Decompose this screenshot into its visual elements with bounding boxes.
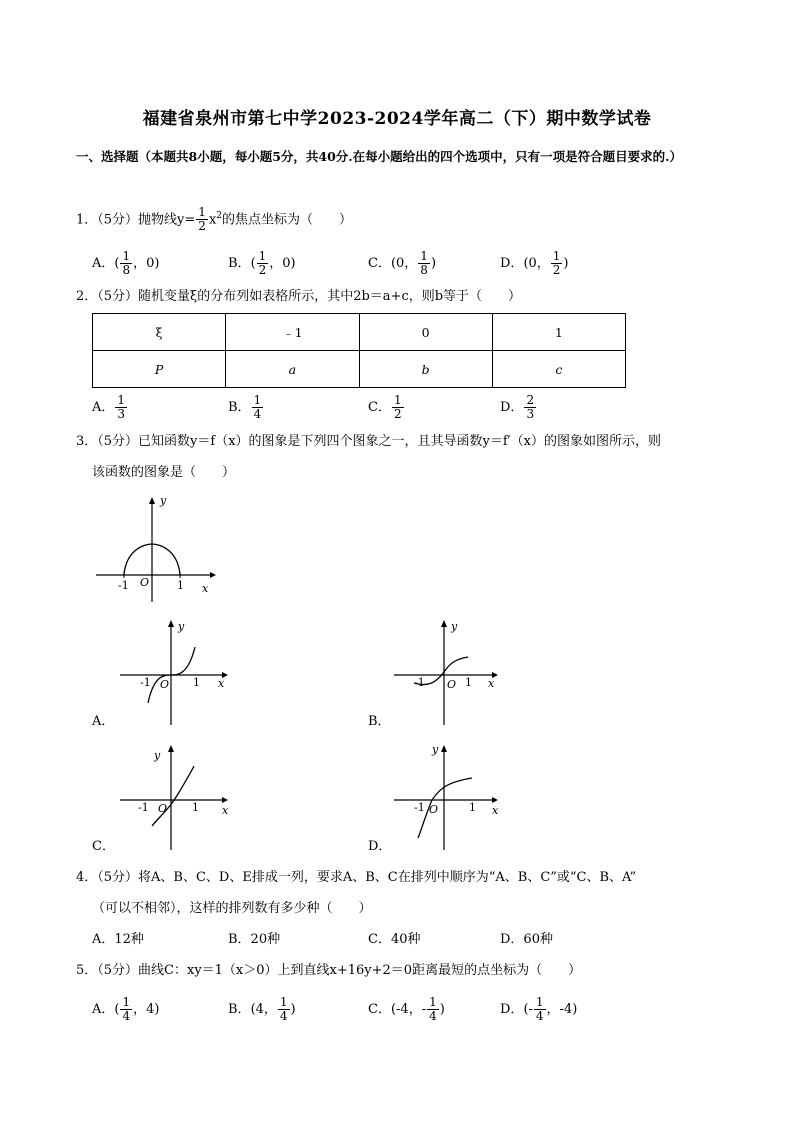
table-cell: 1 — [492, 314, 625, 351]
svg-text:O: O — [447, 678, 457, 691]
q2-option-c[interactable]: C． $\frac{1}{2}$ — [368, 393, 402, 421]
svg-text:x: x — [222, 804, 229, 817]
tick-label-1: 1 — [177, 579, 184, 592]
q3-option-c[interactable]: C． — [92, 839, 115, 854]
question-5: 5．（5分）曲线C：xy＝1（x＞0）上到直线x+16y+2＝0距离最短的点坐标为（ ） — [76, 963, 582, 978]
q5-option-c[interactable]: C．(-4，- $\frac{1}{4}$ ) — [368, 995, 445, 1023]
q2-option-a[interactable]: A． $\frac{1}{3}$ — [92, 393, 126, 421]
svg-text:O: O — [429, 803, 439, 816]
question-4-line1: 4．（5分）将A、B、C、D、E排成一列，要求A、B、C在排列中顺序为“A、B、C”或“C、B、A” — [76, 870, 637, 885]
question-4-line2: （可以不相邻），这样的排列数有多少种（ ） — [92, 901, 372, 916]
table-cell: a — [226, 351, 359, 388]
svg-text:x: x — [218, 677, 225, 690]
q4-option-c[interactable]: C．40种 — [368, 932, 421, 947]
svg-text:y: y — [432, 743, 439, 756]
q4-option-b[interactable]: B．20种 — [228, 932, 281, 947]
q2-option-b[interactable]: B． $\frac{1}{4}$ — [228, 393, 262, 421]
question-3-line1: 3．（5分）已知函数y＝f（x）的图象是下列四个图象之一，且其导函数y＝f′（x）的图象如图所示，则 — [76, 434, 661, 449]
q5-option-a[interactable]: A．( $\frac{1}{4}$ ，4) — [92, 995, 160, 1023]
svg-text:-1: -1 — [140, 676, 151, 689]
question-1 — [76, 206, 352, 233]
q2-option-d[interactable]: D． $\frac{2}{3}$ — [500, 393, 535, 421]
svg-text:x: x — [488, 677, 495, 690]
q3-graph-b — [392, 617, 507, 727]
svg-text:1: 1 — [193, 676, 200, 689]
q1-fraction: $\frac{1}{2}$ — [198, 205, 206, 234]
derivative-graph — [92, 492, 222, 602]
table-cell: 0 — [359, 314, 492, 351]
q3-option-d[interactable]: D． — [368, 839, 392, 854]
q3-graph-a — [118, 617, 233, 727]
q1-option-d[interactable]: D．(0， $\frac{1}{2}$ ) — [500, 249, 569, 277]
table-cell: ξ — [93, 314, 226, 351]
q5-option-d[interactable]: D．(- $\frac{1}{4}$ ，-4) — [500, 995, 578, 1023]
svg-text:1: 1 — [469, 801, 476, 814]
question-2: 2．（5分）随机变量ξ的分布列如表格所示，其中2b＝a+c，则b等于（ ） — [76, 289, 522, 304]
svg-text:O: O — [160, 678, 170, 691]
q1-x: x — [208, 212, 217, 228]
tick-label-minus1: -1 — [118, 579, 129, 592]
q1-suffix: 的焦点坐标为（ ） — [222, 212, 353, 228]
svg-text:-1: -1 — [414, 801, 425, 814]
svg-text:x: x — [492, 804, 499, 817]
table-row — [93, 314, 626, 351]
q1-y: y= — [177, 212, 196, 228]
origin-label: O — [140, 576, 150, 589]
distribution-table — [92, 313, 626, 388]
table-cell: b — [359, 351, 492, 388]
q1-option-b[interactable]: B．( $\frac{1}{2}$ ，0) — [228, 249, 296, 277]
question-3-line2: 该函数的图象是（ ） — [92, 465, 236, 480]
q4-option-d[interactable]: D．60种 — [500, 932, 553, 947]
q3-graph-c — [118, 742, 233, 852]
svg-text:y: y — [178, 620, 185, 633]
q3-option-a[interactable]: A． — [92, 714, 115, 729]
axis-y-label: y — [160, 494, 167, 507]
section-heading: 一、选择题（本题共8小题，每小题5分，共40分.在每小题给出的四个选项中，只有一项是符合题目要求的.） — [76, 149, 682, 164]
svg-text:1: 1 — [465, 676, 472, 689]
q1-option-c[interactable]: C．(0， $\frac{1}{8}$ ) — [368, 249, 437, 277]
svg-text:y: y — [451, 620, 458, 633]
q1-prefix: 1．（5分）抛物线 — [76, 212, 178, 228]
q4-option-a[interactable]: A．12种 — [92, 932, 144, 947]
svg-text:-1: -1 — [414, 676, 425, 689]
q5-option-b[interactable]: B．(4， $\frac{1}{4}$ ) — [228, 995, 296, 1023]
q1-exp: 2 — [216, 211, 223, 221]
table-cell: c — [492, 351, 625, 388]
table-cell: P — [93, 351, 226, 388]
svg-text:O: O — [158, 802, 168, 815]
page-title: 福建省泉州市第七中学2023-2024学年高二（下）期中数学试卷 — [142, 109, 652, 129]
axis-x-label: x — [202, 582, 209, 595]
table-cell: ﹣1 — [226, 314, 359, 351]
svg-text:-1: -1 — [138, 801, 149, 814]
svg-text:y: y — [154, 749, 161, 762]
q3-graph-d — [392, 742, 507, 852]
q3-option-b[interactable]: B． — [368, 714, 391, 729]
svg-text:1: 1 — [192, 801, 199, 814]
q1-option-a[interactable]: A．( $\frac{1}{8}$ ，0) — [92, 249, 160, 277]
table-row — [93, 351, 626, 388]
